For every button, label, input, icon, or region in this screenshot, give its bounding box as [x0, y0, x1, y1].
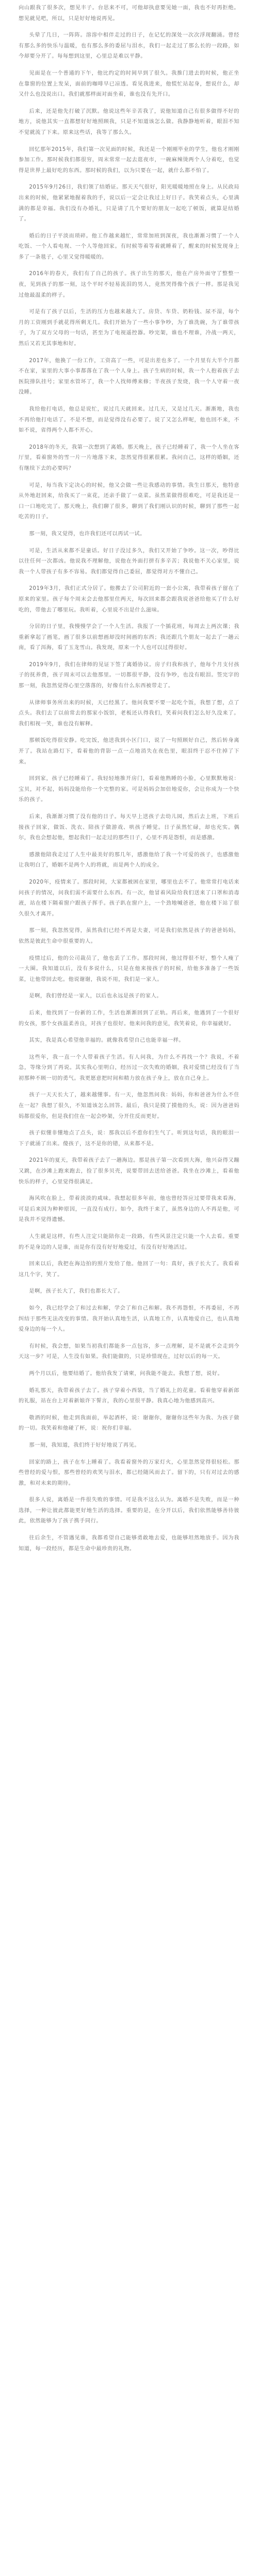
article-paragraph: 回家的路上，孩子在车上睡着了。我看着窗外的万家灯火，心里忽然觉得很轻松。那些曾经的爱与恨，那些曾经的欢笑与泪水，都已经随风而去了。留下的，只有对过去的感激，和对未来的期待。 — [19, 1459, 239, 1486]
article-paragraph: 那一刻，我知道，我们终于好好地说了再见。 — [29, 1442, 140, 1448]
article-paragraph: 婚礼那天，我带着孩子去了。孩子穿着小西装，当了婚礼上的花童。看着他穿着新郎的礼服，站在台上对着新娘许下誓言，我的心里很平静。我真心地为他感到高兴。 — [19, 1387, 239, 1404]
article-paragraph: 后来，还是他先打破了沉默。他说这些年辛苦我了，说他知道自己有很多做得不好的地方，说他其实一直都想好好地照顾我，只是不知道该怎么做。我静静地听着，眼泪不知不觉就流了下来。原来这些话，我等了那么久。 — [19, 108, 239, 135]
article-paragraph: 两个月以后，他要结婚了。他给我发了请柬，问我能不能去。我想了想，说好。 — [29, 1370, 223, 1377]
article-paragraph: 这些年，我一直一个人带着孩子生活。有人问我，为什么不再找一个？我说，不着急，等缘分到了再说。其实我心里明白，经历过一次失败的婚姻，我对爱情已经没有了当初那种不顾一切的勇气。我更愿意把时间和精力放在孩子身上，放在自己身上。 — [19, 1054, 239, 1081]
article-paragraph: 2016年的春天，我们有了自己的孩子。孩子出生的那天，他在产房外面守了整整一夜，见到孩子的那一刻，这个平时不轻易流泪的男人，竟然哭得像个孩子一样。那是我见过他最温柔的样子。 — [19, 271, 239, 298]
article-paragraph: 见面是在一个普通的下午，他比约定的时间早到了很久。我推门进去的时候，他正坐在靠窗的位置上发呆，面前的咖啡早已凉透。看见我进来，他慌忙站起身，想说什么，却又什么也没说出口。我们就那样面对面坐着，谁也没有先开口。 — [19, 70, 239, 98]
article-paragraph: 2021年的夏天，我带着孩子去了一趟海边。那是孩子第一次看到大海，他兴奋得又蹦又跳，在沙滩上跑来跑去，捡了很多贝壳，说要带回去送给爸爸。我坐在沙滩上，看着他快乐的样子，心里觉得很满足。 — [19, 1158, 239, 1185]
article-paragraph: 婚后的日子平淡而琐碎。他工作越来越忙，常常加班到深夜，我也渐渐习惯了一个人吃饭、一个人看电视、一个人等他回家。有时候等着等着就睡着了，醒来的时候发现身上多了一条毯子，心里又觉得暖暖的。 — [19, 233, 239, 260]
article-paragraph: 2015年9月26日，我们领了结婚证。那天天气很好，阳光暖暖地照在身上。从民政局出来的时候，他紧紧地握着我的手，说以后一定会让我过上好日子。我笑着点头，心里满满的都是幸福。我们没有办婚礼，只是请了几个要好的朋友一起吃了顿饭，就算是结婚了。 — [19, 184, 239, 223]
article-paragraph: 那顿饭吃得很安静。吃完饭，他送我到小区门口，说了一句照顾好自己，然后转身离开了。我站在路灯下，看着他的背影一点一点地消失在夜色里，眼泪终于忍不住掉了下来。 — [19, 738, 239, 765]
article-paragraph: 回忆那年2015年，我们第一次见面的时候，我还是一个刚刚毕业的学生，他也才刚刚参加工作。那时候我们都很穷，周末常常一起去逛夜市，一碗麻辣烫两个人分着吃，也觉得是世界上最好吃的东西。那时候的我们，以为只要在一起，就什么都不怕了。 — [19, 146, 239, 174]
article-paragraph: 人生就是这样，有些人注定只能陪你走一段路，有些风景注定只能一个人去看。重要的不是身边的人是谁，而是你有没有好好地爱过，有没有好好地活过。 — [19, 1234, 239, 1250]
article-paragraph: 感激他陪我走过了人生中最美好的那几年，感激他给了我一个可爱的孩子，也感激他让我明白了，婚姻不是两个人的将就，而是两个人的成全。 — [19, 852, 239, 869]
article-paragraph: 往后余生，不管遇见谁，我都希望自己能够勇敢地去爱，也能够坦然地放手。因为我知道，每一段经历，都是生命中最珍贵的礼物。 — [19, 1535, 239, 1552]
article-paragraph: 2018年的冬天，我第一次想到了离婚。那天晚上，孩子已经睡着了，我一个人坐在客厅里，看着窗外的雪一片一片地落下来，忽然觉得很累很累。我问自己，这样的婚姻，还有继续下去的必要吗？ — [19, 444, 239, 471]
article-paragraph: 可是有了孩子以后，生活的压力也越来越大了。房贷、车贷、奶粉钱、尿不湿，每个月的工资刚到手就花得所剩无几。我们开始为了一些小事争吵，为了谁洗碗，为了谁带孩子，为了双方父母的一句话，甚至为了电视遥控器。吵完架，谁也不理谁，冷战一两天，然后又若无其事地和好。 — [19, 309, 239, 347]
article-paragraph: 可是，生活从来都不是童话。好日子没过多久，我们又开始了争吵。这一次，吵得比以往任何一次都凶。他说我不理解他，说他在外面打拼有多辛苦；我说他不关心家里，说我一个人带孩子有多不容易。我们都觉得自己委屈，都觉得对方不懂自己。 — [19, 548, 239, 575]
article-paragraph: 可是，每当我下定决心的时候，他又会做一些让我感动的事情。我生日那天，他特意从外地赶回来，给我买了一束花，还亲手做了一桌菜。虽然菜做得很难吃，可是我还是一口一口地吃完了。那天晚上，我们聊了很多，聊到了我们刚认识的时候，聊到了那些一起吃苦的日子。 — [19, 482, 239, 520]
article-paragraph: 2020年，疫情来了。那段时间，大家都被困在家里，哪里也去不了。他常常打电话来问孩子的情况，问我们需不需要什么东西。有一次，他冒着风险给我们送来了口罩和消毒液，站在楼下隔着窗户跟孩子挥手。孩子趴在窗户上，一个劲地喊爸爸，他在楼下站了很久很久才离开。 — [19, 879, 239, 917]
article-body — [19, 3, 239, 1561]
article-paragraph: 2019年9月，我们在律师的见证下签了离婚协议。房子归我和孩子，他每个月支付孩子的抚养费，孩子周末可以去他那里。一切都很平静，没有争吵，也没有眼泪。签完字的那一刻，我忽然觉得心里空落落的，好像有什么东西被带走了。 — [19, 662, 239, 689]
article-paragraph: 那一刻，我又觉得，也许我们还可以再试一试。 — [29, 531, 146, 537]
article-paragraph: 后来，我渐渐习惯了没有他的日子。每天早上送孩子去幼儿园，然后去上班，下班后接孩子回家，做饭、洗衣、陪孩子做游戏、哄孩子睡觉。日子虽然忙碌，却也充实。偶尔，我也会想起他，想起我们一起走过的那些日子，心里不再是怨恨，而是感激。 — [19, 814, 239, 841]
article-paragraph: 头晕了几日，一阵阵。溶溶中相伴走过的日子，在记忆的深处一次次浮现翻涌。曾经有那么多的快乐与温暖，也有那么多的委屈与泪水，我们一起走过了那么长的一段路，如今却要分开了。每每想到这里，心里总是难以平静。 — [19, 32, 239, 60]
article-paragraph: 2019年3月，我们正式分居了。他搬去了公司附近的一套小公寓，我带着孩子留在了原来的家里。孩子每个周末会去他那里住两天，每次回来都会跟我说爸爸给他买了什么好吃的，带他去了哪里玩。我听着，心里说不出是什么滋味。 — [19, 586, 239, 613]
article-paragraph: 其实，我是真心希望他幸福的。就像我希望自己也能幸福一样。 — [29, 1038, 185, 1044]
article-paragraph: 海风吹在脸上，带着淡淡的咸味。我想起很多年前，他也曾经答应过要带我来看海，可是后来因为种种原因，一直没有成行。如今，我终于来了，虽然身边的人不再是他，可是我并不觉得遗憾。 — [19, 1196, 239, 1223]
article-paragraph: 孩子一天天长大了，越来越懂事。有一天，他忽然问我：妈妈，你和爸爸为什么不住在一起？我想了很久，不知道该怎么回答。最后，我只是摸了摸他的头，说：因为爸爸妈妈都很爱你，但是我们住在一起会吵架，分开住反而更好。 — [19, 1092, 239, 1120]
article-paragraph: 很多人说，离婚是一件很失败的事情。可是我不这么认为。离婚不是失败，而是一种选择，一种让彼此都能更好地生活的选择。重要的是，在分开以后，我们依然能够善待彼此，依然能够为了孩子携手同行。 — [19, 1497, 239, 1524]
article-paragraph: 回来以后，我把在海边拍的照片发给了他。他回了一句：真好，孩子长大了。我看着这几个字，笑了。 — [19, 1261, 239, 1278]
article-paragraph: 那一刻，我忽然觉得，虽然我们已经不再是夫妻，可是我们依然是孩子的爸爸妈妈，依然是彼此生命中很重要的人。 — [19, 928, 239, 944]
article-paragraph: 是啊，我们曾经是一家人，以后也永远是孩子的家人。 — [29, 993, 163, 999]
article-paragraph: 是啊，孩子长大了，我们也都长大了。 — [29, 1289, 123, 1295]
article-paragraph: 我给他打电话，他总是说忙，说过几天就回来。过几天，又是过几天。渐渐地，我也不再给他打电话了。不是不想，而是觉得没有必要了。说了又怎么样呢，他也回不来，不如不说，省得两个人都不开心。 — [19, 406, 239, 434]
article-paragraph: 分居的日子里，我慢慢学会了一个人生活。我报了一个插花班，每周去上两次课；我重新拿起了画笔，画了很多以前想画却没时间画的东西；我还跟几个朋友一起去了一趟云南，看了洱海，看了玉龙雪山。我发现，原来一个人也可以过得很好。 — [19, 624, 239, 651]
article-paragraph: 疫情过后，他的公司裁员了，他也丢了工作。那段时间，他过得很不好，整个人瘦了一大圈。我知道以后，没有多说什么，只是在他来接孩子的时候，给他多准备了一些饭菜，让他带回去吃。他说谢谢，我说不用，我们是一家人。 — [19, 955, 239, 982]
article-paragraph: 2017年，他换了一份工作，工资高了一些，可是出差也多了。一个月里有大半个月都不在家，家里的大事小事都落在了我一个人身上。孩子生病的时候，我一个人抱着孩子去医院排队挂号；家里水管坏了，我一个人找师傅来修；半夜孩子发烧，我一个人守着一夜没睡。 — [19, 358, 239, 396]
article-paragraph: 向山跟我了很多次，想见丰子。台思来不可，可他却执意要见她一面，我也不好再拒绝。想见就见吧，所以，只是好好地说再见。 — [19, 5, 239, 22]
article-paragraph: 敬酒的时候，他走到我面前，举起酒杯，说：谢谢你，谢谢你这些年为我、为孩子做的一切。我笑着和他碰了杯，说：祝你们幸福。 — [19, 1415, 239, 1432]
article-paragraph: 后来，他找到了一份新的工作，生活也渐渐回到了正轨。再后来，他遇到了一个很好的女孩，那个女孩温柔善良，对孩子也很好。他来问我的意见，我笑着说，你幸福就好。 — [19, 1010, 239, 1027]
article-paragraph: 如今，我已经学会了和过去和解，学会了和自己和解。我不再怨恨，不再委屈，不再纠结于那些无法改变的事情。我开始认真地生活，认真地工作，认真地爱自己，也认真地爱身边的每一个人。 — [19, 1305, 239, 1333]
article-paragraph: 孩子似懂非懂地点了点头，说：那我以后不惹你们生气了。听到这句话，我的眼泪一下子就涌了出来。傻孩子，这不是你的错，从来都不是。 — [19, 1130, 239, 1147]
article-paragraph: 从律师事务所出来的时候，天已经黑了。他问我要不要一起吃个饭，我想了想，点了点头。我们去了以前常去的那家小饭馆，老板还认得我们，笑着问我们怎么好久没来了。我们相视一笑，谁也没有解释。 — [19, 700, 239, 727]
article-paragraph: 回到家，孩子已经睡着了。我轻轻地推开房门，看着他熟睡的小脸，心里默默地说：宝贝，对不起，妈妈没能给你一个完整的家。可是妈妈会加倍地爱你，会让你成为一个快乐的孩子。 — [19, 776, 239, 803]
article-paragraph: 有时候，我会想，如果当初我们都能多一点包容，多一点理解，是不是就不会走到今天这一步？可是，人生没有如果。我们能做的，只是珍惜现在，过好以后的每一天。 — [19, 1343, 239, 1360]
